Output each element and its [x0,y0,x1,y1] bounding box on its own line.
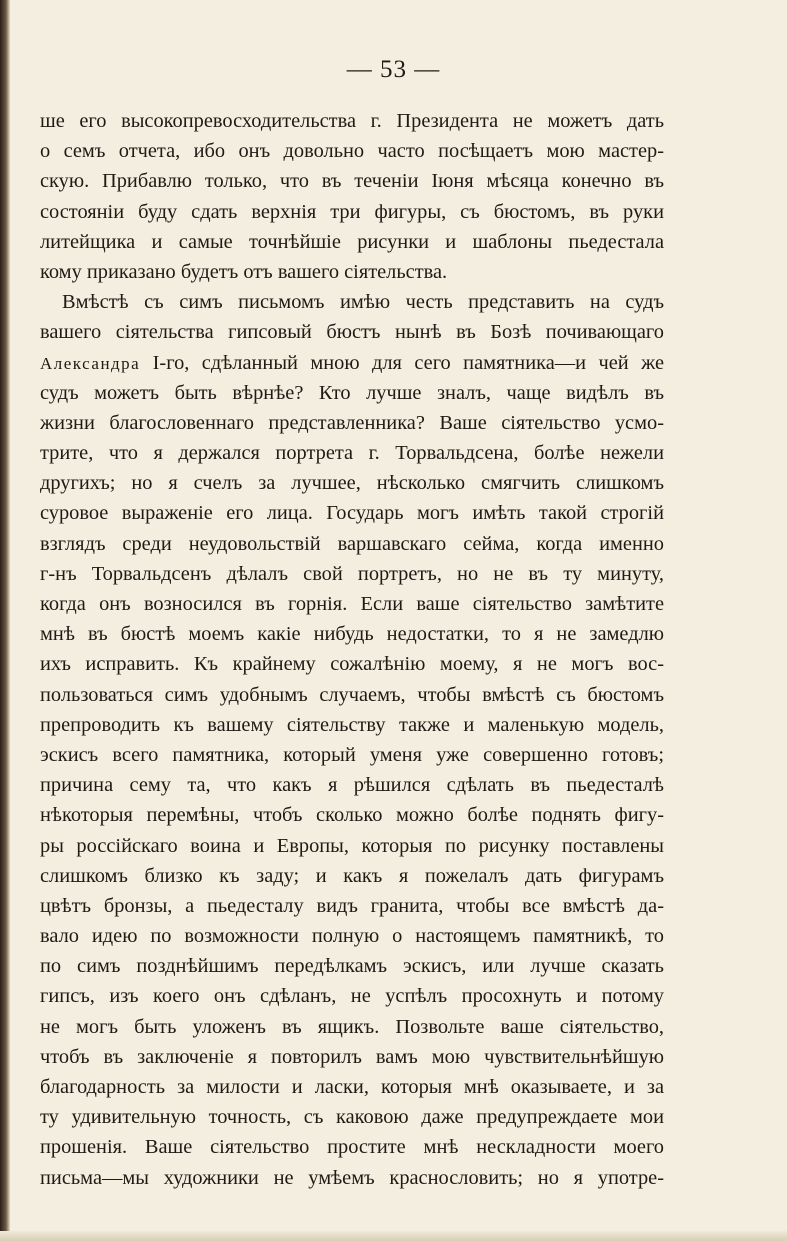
text-line: мнѣ въ бюстѣ моемъ какіе нибудь недостатки, то я не замедлю [40,623,664,646]
line-text: I-го, сдѣланный мною для сего памятника—и чей же [140,351,664,374]
text-line: слишкомъ близко къ заду; и какъ я пожелалъ дать фигурамъ [40,864,664,887]
text-line: гипсъ, изъ коего онъ сдѣланъ, не успѣлъ просохнуть и потому [40,985,664,1008]
text-line: ше его высокопревосходительства г. Президента не можетъ дать [40,110,664,132]
text-line: другихъ; но я счелъ за лучшее, нѣсколько смягчить слишкомъ [40,472,664,495]
text-line [40,348,664,378]
text-line: ихъ исправить. Къ крайнему сожалѣнію моему, я не могъ вос- [40,653,664,676]
text-line: цвѣтъ бронзы, а пьедесталу видъ гранита, чтобы все вмѣстѣ да- [40,894,664,917]
text-line: эскисъ всего памятника, который уменя уже совершенно готовъ; [40,743,664,766]
text-line: причина сему та, что какъ я рѣшился сдѣлать въ пьедесталѣ [40,774,664,797]
text-line: не могъ быть уложенъ въ ящикъ. Позвольте ваше сіятельство, [40,1015,664,1038]
text-line: о семъ отчета, ибо онъ довольно часто посѣщаетъ мою мастер- [40,140,664,163]
text-line: г-нъ Торвальдсенъ дѣлалъ свой портретъ, но не въ ту минуту, [40,562,664,585]
text-line: ры россійскаго воина и Европы, которыя по рисунку поставлены [40,834,664,857]
text-line: судъ можетъ быть вѣрнѣе? Кто лучше зналъ, чаще видѣлъ въ [40,381,664,404]
text-line: кому приказано будетъ отъ вашего сіятельства. [40,260,448,283]
text-line: прошенія. Ваше сіятельство простите мнѣ нескладности моего [40,1136,664,1159]
text-line: нѣкоторыя перемѣны, чтобъ сколько можно болѣе поднять фигу- [40,804,664,827]
text-line: ту удивительную точность, съ каковою даже предупреждаете мои [40,1106,664,1129]
text-line: жизни благословеннаго представленника? Ваше сіятельство усмо- [40,411,664,434]
body-text [40,106,664,1193]
text-line: по симъ позднѣйшимъ передѣлкамъ эскисъ, или лучше сказать [40,955,664,978]
name-small-caps: Александра [40,353,141,373]
text-line: благодарность за милости и ласки, которыя мнѣ оказываете, и за [40,1076,664,1098]
text-line: вашего сіятельства гипсовый бюстъ нынѣ въ Бозѣ почивающаго [40,321,664,344]
text-line: письма—мы художники не умѣемъ краснословить; но я употре- [40,1166,664,1189]
text-line: препроводить къ вашему сіятельству также и маленькую модель, [40,713,664,736]
book-spine-shadow [0,0,10,1241]
text-line: литейщика и самые точнѣйшіе рисунки и шаблоны пьедестала [40,230,664,253]
text-line: трите, что я держался портрета г. Торвальдсена, болѣе нежели [40,442,664,465]
text-line: когда онъ возносился въ горнія. Если ваше сіятельство замѣтите [40,593,664,615]
page-bottom-edge [0,1231,787,1241]
page-number: — 53 — [346,56,441,83]
text-line: состояніи буду сдать верхнія три фигуры, съ бюстомъ, въ руки [40,200,664,223]
text-line: взглядъ среди неудовольствій варшавскаго сейма, когда именно [40,532,664,555]
text-line: пользоваться симъ удобнымъ случаемъ, чтобы вмѣстѣ съ бюстомъ [40,683,664,706]
text-line: суровое выраженіе его лица. Государь могъ имѣть такой строгій [40,502,664,525]
text-line: чтобъ въ заключеніе я повторилъ вамъ мою чувствительнѣйшую [40,1045,664,1068]
text-line: Вмѣстѣ съ симъ письмомъ имѣю честь представить на судъ [62,291,664,314]
text-line: скую. Прибавлю только, что въ теченіи Іюня мѣсяца конечно въ [40,170,664,193]
text-line: вало идею по возможности полную о настоящемъ памятникѣ, то [40,925,664,948]
